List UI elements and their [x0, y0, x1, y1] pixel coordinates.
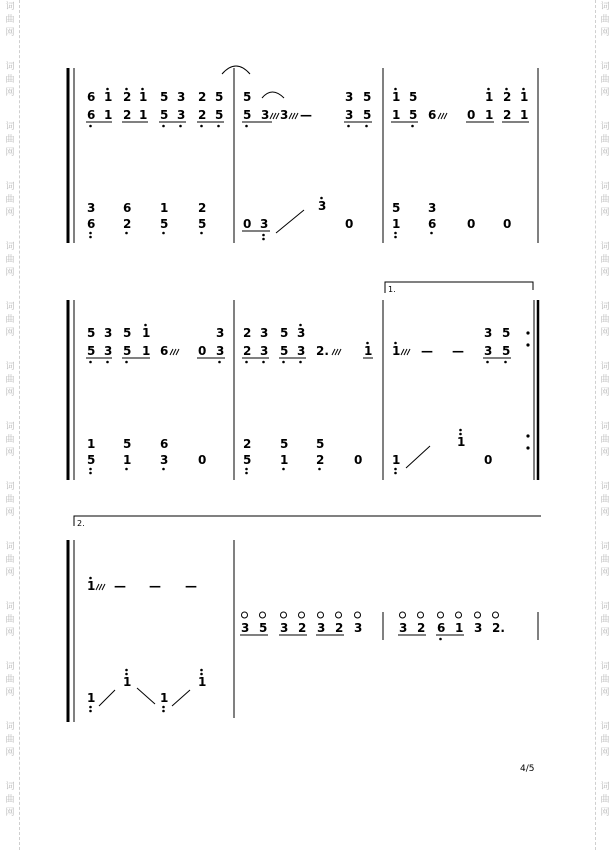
watermark-glyph: 词 [5, 362, 15, 372]
svg-text:3: 3 [260, 344, 269, 358]
svg-text:—: — [452, 344, 464, 358]
watermark-glyph: 曲 [600, 435, 610, 445]
svg-text:0: 0 [198, 453, 207, 467]
watermark-glyph: 词 [600, 542, 610, 552]
svg-text:0: 0 [354, 453, 363, 467]
watermark-glyph: 曲 [5, 195, 15, 205]
note: 2 [198, 108, 207, 122]
system-1 [68, 66, 538, 243]
svg-text:3: 3 [317, 621, 326, 635]
watermark-glyph: 网 [5, 508, 15, 518]
svg-text:1: 1 [123, 675, 132, 689]
note: 3 [260, 217, 269, 231]
svg-text:3: 3 [484, 326, 493, 340]
svg-text:—: — [421, 344, 433, 358]
watermark-glyph: 曲 [5, 675, 15, 685]
watermark-glyph: 曲 [600, 675, 610, 685]
watermark-glyph: 网 [600, 688, 610, 698]
svg-text:5: 5 [123, 326, 132, 340]
note: 0 [345, 217, 354, 231]
note: 5 [243, 90, 252, 104]
svg-text:5: 5 [280, 326, 289, 340]
watermark-glyph: 词 [5, 782, 15, 792]
svg-text:1: 1 [198, 675, 207, 689]
watermark-glyph: 词 [600, 2, 610, 12]
note: 1 [485, 108, 494, 122]
note: 5 [215, 90, 224, 104]
svg-text:5: 5 [316, 437, 325, 451]
svg-text:1: 1 [142, 344, 151, 358]
note: 3 [261, 108, 270, 122]
svg-text:1: 1 [87, 437, 96, 451]
watermark-glyph: 曲 [600, 195, 610, 205]
svg-text:3: 3 [280, 621, 289, 635]
watermark-glyph: 曲 [5, 735, 15, 745]
note: 2 [198, 90, 207, 104]
note: 1 [104, 90, 113, 104]
svg-text:3: 3 [354, 621, 363, 635]
svg-text:5: 5 [123, 437, 132, 451]
watermark-glyph: 曲 [5, 375, 15, 385]
dash: — [300, 108, 312, 122]
watermark-glyph: 词 [5, 302, 15, 312]
note: 5 [409, 108, 418, 122]
svg-text:3: 3 [104, 344, 113, 358]
note: 1 [139, 108, 148, 122]
note: 1 [520, 90, 529, 104]
watermark-glyph: 词 [5, 602, 15, 612]
watermark-glyph: 网 [5, 568, 15, 578]
watermark-glyph: 词 [5, 482, 15, 492]
tie [262, 92, 284, 98]
svg-text:0: 0 [198, 344, 207, 358]
watermark-glyph: 曲 [600, 495, 610, 505]
note: 3 [345, 108, 354, 122]
glissando-line [276, 210, 304, 233]
note: 2 [198, 201, 207, 215]
svg-text:1: 1 [392, 453, 401, 467]
note: 3 [177, 108, 186, 122]
svg-text:2: 2 [243, 437, 252, 451]
watermark-glyph: 网 [600, 148, 610, 158]
watermark-glyph: 网 [5, 328, 15, 338]
svg-text:5: 5 [87, 326, 96, 340]
watermark-glyph: 词 [5, 122, 15, 132]
note: 1 [160, 201, 169, 215]
note: 2 [123, 217, 132, 231]
watermark-glyph: 网 [5, 268, 15, 278]
watermark-glyph: 网 [600, 628, 610, 638]
svg-text:1: 1 [87, 691, 96, 705]
watermark-glyph: 网 [600, 388, 610, 398]
note: 0 [503, 217, 512, 231]
svg-text:1: 1 [160, 691, 169, 705]
svg-text:5: 5 [502, 344, 511, 358]
high-octave-dot [106, 88, 109, 91]
watermark-glyph: 曲 [600, 135, 610, 145]
note: 5 [363, 108, 372, 122]
watermark-glyph: 词 [600, 302, 610, 312]
watermark-glyph: 词 [600, 362, 610, 372]
watermark-glyph: 曲 [5, 75, 15, 85]
watermark-glyph: 词 [5, 2, 15, 12]
note: 1 [485, 90, 494, 104]
svg-text:—: — [185, 579, 197, 593]
watermark-glyph: 词 [600, 782, 610, 792]
watermark-glyph: 曲 [5, 135, 15, 145]
watermark-glyph: 网 [600, 448, 610, 458]
svg-text:1: 1 [280, 453, 289, 467]
watermark-glyph: 曲 [600, 795, 610, 805]
svg-text:2: 2 [316, 453, 325, 467]
watermark-glyph: 网 [600, 88, 610, 98]
watermark-glyph: 网 [5, 88, 15, 98]
watermark-glyph: 曲 [5, 495, 15, 505]
svg-text:3: 3 [216, 344, 225, 358]
note: 6 [87, 108, 96, 122]
note: 3 [280, 108, 289, 122]
watermark-glyph: 网 [5, 628, 15, 638]
watermark-glyph: 曲 [5, 255, 15, 265]
note: 1 [392, 108, 401, 122]
note: 5 [363, 90, 372, 104]
watermark-glyph: 网 [600, 568, 610, 578]
watermark-glyph: 网 [600, 508, 610, 518]
svg-text:6: 6 [160, 344, 169, 358]
note: 3 [87, 201, 96, 215]
slur [222, 66, 250, 74]
watermark-glyph: 词 [5, 662, 15, 672]
svg-text:5: 5 [280, 437, 289, 451]
note: 1 [139, 90, 148, 104]
watermark-glyph: 词 [5, 182, 15, 192]
watermark-glyph: 网 [5, 448, 15, 458]
svg-text:3: 3 [241, 621, 250, 635]
svg-text:2: 2 [243, 326, 252, 340]
svg-text:5: 5 [243, 453, 252, 467]
high-octave-dot [125, 88, 128, 91]
svg-text:5: 5 [87, 453, 96, 467]
watermark-glyph: 网 [600, 748, 610, 758]
svg-text:3: 3 [297, 344, 306, 358]
note: 1 [104, 108, 113, 122]
watermark-glyph: 网 [600, 208, 610, 218]
svg-text:1: 1 [123, 453, 132, 467]
note: 3 [428, 201, 437, 215]
watermark-glyph: 曲 [600, 555, 610, 565]
note: 6 [87, 90, 96, 104]
note: 3 [345, 90, 354, 104]
note: 0 [467, 217, 476, 231]
glissando-line [406, 446, 430, 468]
svg-text:1: 1 [457, 435, 466, 449]
svg-text:5: 5 [87, 344, 96, 358]
watermark-glyph: 词 [600, 482, 610, 492]
watermark-glyph: 曲 [600, 75, 610, 85]
svg-text:1: 1 [455, 621, 464, 635]
note: 0 [467, 108, 476, 122]
svg-text:5: 5 [280, 344, 289, 358]
svg-text:5: 5 [259, 621, 268, 635]
svg-text:3: 3 [484, 344, 493, 358]
harmonic-notes [240, 612, 505, 640]
svg-text:1: 1 [142, 326, 151, 340]
svg-text:3: 3 [216, 326, 225, 340]
note: 6 [428, 108, 437, 122]
first-ending-bracket [385, 282, 533, 293]
note: 5 [160, 108, 169, 122]
watermark-glyph: 词 [5, 242, 15, 252]
svg-text:—: — [114, 579, 126, 593]
svg-text:—: — [149, 579, 161, 593]
watermark-glyph: 网 [5, 208, 15, 218]
note: 5 [215, 108, 224, 122]
svg-text:3: 3 [474, 621, 483, 635]
watermark-glyph: 曲 [600, 15, 610, 25]
watermark-glyph: 网 [5, 748, 15, 758]
note: 0 [243, 217, 252, 231]
watermark-glyph: 曲 [600, 735, 610, 745]
svg-text:5: 5 [123, 344, 132, 358]
note: 5 [243, 108, 252, 122]
high-octave-dot [141, 88, 144, 91]
svg-text:1: 1 [392, 344, 401, 358]
watermark-glyph: 曲 [5, 315, 15, 325]
note: 1 [520, 108, 529, 122]
note: 3 [177, 90, 186, 104]
watermark-glyph: 词 [600, 182, 610, 192]
svg-text:3: 3 [297, 326, 306, 340]
watermark-glyph: 网 [600, 28, 610, 38]
watermark-glyph: 曲 [600, 315, 610, 325]
svg-text:3: 3 [160, 453, 169, 467]
watermark-glyph: 曲 [600, 375, 610, 385]
watermark-glyph: 曲 [5, 795, 15, 805]
watermark-glyph: 词 [600, 422, 610, 432]
repeat-dot [526, 434, 529, 437]
note: 3 [318, 199, 327, 213]
note: 2 [503, 108, 512, 122]
note: 2 [123, 108, 132, 122]
second-ending-label: 2. [77, 519, 85, 528]
watermark-glyph: 曲 [5, 615, 15, 625]
watermark-glyph: 词 [600, 722, 610, 732]
svg-text:3: 3 [104, 326, 113, 340]
watermark-glyph: 词 [600, 242, 610, 252]
note: 5 [160, 90, 169, 104]
watermark-glyph: 曲 [5, 555, 15, 565]
watermark-glyph: 词 [5, 542, 15, 552]
watermark-glyph: 词 [600, 62, 610, 72]
watermark-glyph: 网 [5, 28, 15, 38]
svg-text:1: 1 [364, 344, 373, 358]
watermark-glyph: 曲 [5, 435, 15, 445]
first-ending-label: 1. [388, 285, 396, 294]
repeat-dot [526, 343, 529, 346]
note: 6 [428, 217, 437, 231]
watermark-glyph: 曲 [600, 255, 610, 265]
watermark-glyph: 词 [600, 122, 610, 132]
svg-text:2: 2 [298, 621, 307, 635]
note: 5 [392, 201, 401, 215]
system-2 [68, 282, 538, 480]
watermark-glyph: 词 [5, 422, 15, 432]
repeat-dot [526, 446, 529, 449]
watermark-glyph: 网 [5, 388, 15, 398]
note: 1 [392, 217, 401, 231]
watermark-glyph: 网 [5, 808, 15, 818]
svg-text:3: 3 [399, 621, 408, 635]
note: 2 [503, 90, 512, 104]
note: 6 [87, 217, 96, 231]
svg-text:2.: 2. [316, 344, 329, 358]
note: 6 [123, 201, 132, 215]
watermark-glyph: 曲 [5, 15, 15, 25]
watermark-glyph: 网 [600, 808, 610, 818]
note: 5 [409, 90, 418, 104]
watermark-glyph: 网 [600, 328, 610, 338]
note: 5 [198, 217, 207, 231]
svg-text:5: 5 [502, 326, 511, 340]
watermark-glyph: 网 [5, 688, 15, 698]
svg-text:2: 2 [243, 344, 252, 358]
svg-text:6: 6 [160, 437, 169, 451]
svg-text:2: 2 [417, 621, 426, 635]
svg-text:2.: 2. [492, 621, 505, 635]
svg-text:3: 3 [260, 326, 269, 340]
page-number: 4/5 [520, 764, 535, 774]
system-3 [68, 516, 541, 722]
note: 2 [123, 90, 132, 104]
svg-text:0: 0 [484, 453, 493, 467]
watermark-glyph: 网 [600, 268, 610, 278]
watermark-glyph: 词 [5, 722, 15, 732]
watermark-glyph: 网 [5, 148, 15, 158]
svg-text:6: 6 [437, 621, 446, 635]
note: 1 [392, 90, 401, 104]
svg-text:1: 1 [87, 579, 96, 593]
watermark-glyph: 词 [600, 662, 610, 672]
watermark-glyph: 曲 [600, 615, 610, 625]
second-ending-bracket [74, 516, 541, 526]
svg-text:2: 2 [335, 621, 344, 635]
repeat-dot [526, 331, 529, 334]
watermark-glyph: 词 [600, 602, 610, 612]
watermark-glyph: 词 [5, 62, 15, 72]
note: 5 [160, 217, 169, 231]
